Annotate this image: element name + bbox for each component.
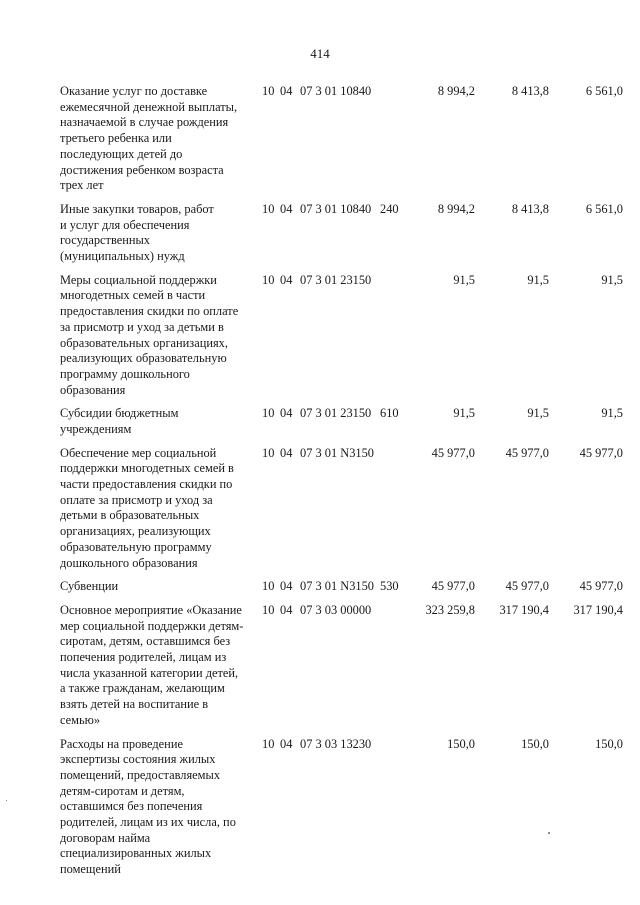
description-line: и услуг для обеспечения <box>60 217 190 232</box>
description-line: взять детей на воспитание в <box>60 697 209 712</box>
row-description <box>60 579 256 595</box>
description-line: достижения ребенком возраста <box>60 162 224 177</box>
description-line: учреждениям <box>60 421 132 436</box>
table-row <box>0 202 640 265</box>
subsection-code: 04 <box>280 84 293 98</box>
row-description <box>60 273 256 399</box>
description-line: поддержки многодетных семей в <box>60 461 234 476</box>
target-article-code: 07 3 01 N3150 <box>300 579 374 594</box>
description-line: назначаемой в случае рождения <box>60 115 229 130</box>
description-line: (муниципальных) нужд <box>60 249 185 263</box>
subsection-code: 04 <box>280 602 293 617</box>
row-description <box>60 446 256 572</box>
amount-year-2: 91,5 <box>527 406 549 421</box>
description-line: образования <box>60 382 126 397</box>
target-article-code: 07 3 01 23150 <box>300 406 372 421</box>
section-code: 10 <box>262 272 275 287</box>
subsection-code: 04 <box>280 272 293 287</box>
description-line: Обеспечение мер социальной <box>60 445 217 460</box>
section-code: 10 <box>262 445 275 460</box>
description-line: ежемесячной денежной выплаты, <box>60 99 238 114</box>
amount-year-2: 45 977,0 <box>505 445 549 460</box>
description-line: Субсидии бюджетным <box>60 406 179 421</box>
description-line: семью» <box>60 712 101 727</box>
description-line: оставшимся без попечения <box>60 799 203 814</box>
amount-year-2: 91,5 <box>527 272 549 287</box>
amount-year-1: 45 977,0 <box>431 579 475 594</box>
section-code: 10 <box>262 736 275 751</box>
description-line: за присмотр и уход за детьми в <box>60 319 224 334</box>
description-line: образовательных организациях, <box>60 335 228 350</box>
table-row <box>0 579 640 595</box>
amount-year-3: 150,0 <box>595 736 623 751</box>
description-line: мер социальной поддержки детям- <box>60 618 244 633</box>
description-line: Основное мероприятие «Оказание <box>60 602 242 617</box>
target-article-code: 07 3 01 23150 <box>300 272 372 287</box>
description-line: детьми в образовательных <box>60 508 200 523</box>
amount-year-2: 150,0 <box>521 736 549 751</box>
row-description <box>60 737 256 878</box>
amount-year-1: 323 259,8 <box>425 602 475 617</box>
description-line: Иные закупки товаров, работ <box>60 201 214 216</box>
description-line: программу дошкольного <box>60 366 190 381</box>
page-number: 414 <box>310 46 330 61</box>
target-article-code: 07 3 01 10840 <box>300 201 372 216</box>
description-line: Меры социальной поддержки <box>60 272 217 287</box>
amount-year-2: 317 190,4 <box>499 602 549 617</box>
amount-year-3: 91,5 <box>601 406 623 421</box>
subsection-code: 04 <box>280 579 293 594</box>
description-line: организациях, реализующих <box>60 524 211 539</box>
table-row <box>0 446 640 572</box>
amount-year-3: 91,5 <box>601 272 623 287</box>
table-row <box>0 273 640 399</box>
amount-year-2: 8 413,8 <box>511 201 549 216</box>
table-row <box>0 84 640 194</box>
description-line: помещений <box>60 862 121 877</box>
description-line: а также гражданам, желающим <box>60 681 225 696</box>
description-line: оплате за присмотр и уход за <box>60 492 213 507</box>
amount-year-3: 6 561,0 <box>585 84 623 98</box>
amount-year-1: 91,5 <box>453 406 475 421</box>
description-line: образовательную программу <box>60 539 212 554</box>
scan-speck <box>6 800 7 801</box>
description-line: договорам найма <box>60 830 151 845</box>
section-code: 10 <box>262 579 275 594</box>
description-line: специализированных жилых <box>60 846 212 861</box>
row-description <box>60 603 256 729</box>
description-line: государственных <box>60 233 151 248</box>
description-line: Расходы на проведение <box>60 736 183 751</box>
amount-year-1: 91,5 <box>453 272 475 287</box>
amount-year-3: 45 977,0 <box>579 579 623 594</box>
description-line: родителей, лицам из их числа, по <box>60 815 236 830</box>
description-line: многодетных семей в части <box>60 288 206 303</box>
amount-year-2: 45 977,0 <box>505 579 549 594</box>
expense-type-code: 610 <box>380 406 399 421</box>
section-code: 10 <box>262 201 275 216</box>
description-line: помещений, предоставляемых <box>60 767 221 782</box>
description-line: третьего ребенка или <box>60 131 172 146</box>
row-description <box>60 202 256 265</box>
description-line: Оказание услуг по доставке <box>60 84 208 98</box>
subsection-code: 04 <box>280 445 293 460</box>
description-line: трех лет <box>60 178 104 193</box>
expense-type-code: 530 <box>380 579 399 594</box>
subsection-code: 04 <box>280 201 293 216</box>
description-line: сиротам, детям, оставшимся без <box>60 634 231 649</box>
amount-year-2: 8 413,8 <box>511 84 549 98</box>
expense-type-code: 240 <box>380 201 399 216</box>
section-code: 10 <box>262 84 275 98</box>
subsection-code: 04 <box>280 736 293 751</box>
section-code: 10 <box>262 602 275 617</box>
description-line: числа указанной категории детей, <box>60 665 239 680</box>
description-line: экспертизы состояния жилых <box>60 752 216 767</box>
description-line: Субвенции <box>60 579 119 594</box>
table-row <box>0 603 640 729</box>
target-article-code: 07 3 01 N3150 <box>300 445 374 460</box>
description-line: реализующих образовательную <box>60 351 227 366</box>
amount-year-3: 317 190,4 <box>573 602 623 617</box>
description-line: дошкольного образования <box>60 555 198 570</box>
target-article-code: 07 3 01 10840 <box>300 84 372 98</box>
description-line: части предоставления скидки по <box>60 477 233 492</box>
amount-year-1: 8 994,2 <box>437 201 475 216</box>
target-article-code: 07 3 03 13230 <box>300 736 372 751</box>
amount-year-1: 45 977,0 <box>431 445 475 460</box>
row-description <box>60 84 256 194</box>
budget-table <box>0 84 640 886</box>
subsection-code: 04 <box>280 406 293 421</box>
amount-year-1: 150,0 <box>447 736 475 751</box>
amount-year-3: 6 561,0 <box>585 201 623 216</box>
description-line: последующих детей до <box>60 146 183 161</box>
amount-year-3: 45 977,0 <box>579 445 623 460</box>
scan-speck <box>548 832 550 834</box>
description-line: попечения родителей, лицам из <box>60 650 227 665</box>
row-description <box>60 406 256 437</box>
description-line: предоставления скидки по оплате <box>60 304 239 319</box>
amount-year-1: 8 994,2 <box>437 84 475 98</box>
section-code: 10 <box>262 406 275 421</box>
table-row <box>0 737 640 878</box>
target-article-code: 07 3 03 00000 <box>300 602 372 617</box>
table-row <box>0 406 640 437</box>
description-line: детям-сиротам и детям, <box>60 783 185 798</box>
